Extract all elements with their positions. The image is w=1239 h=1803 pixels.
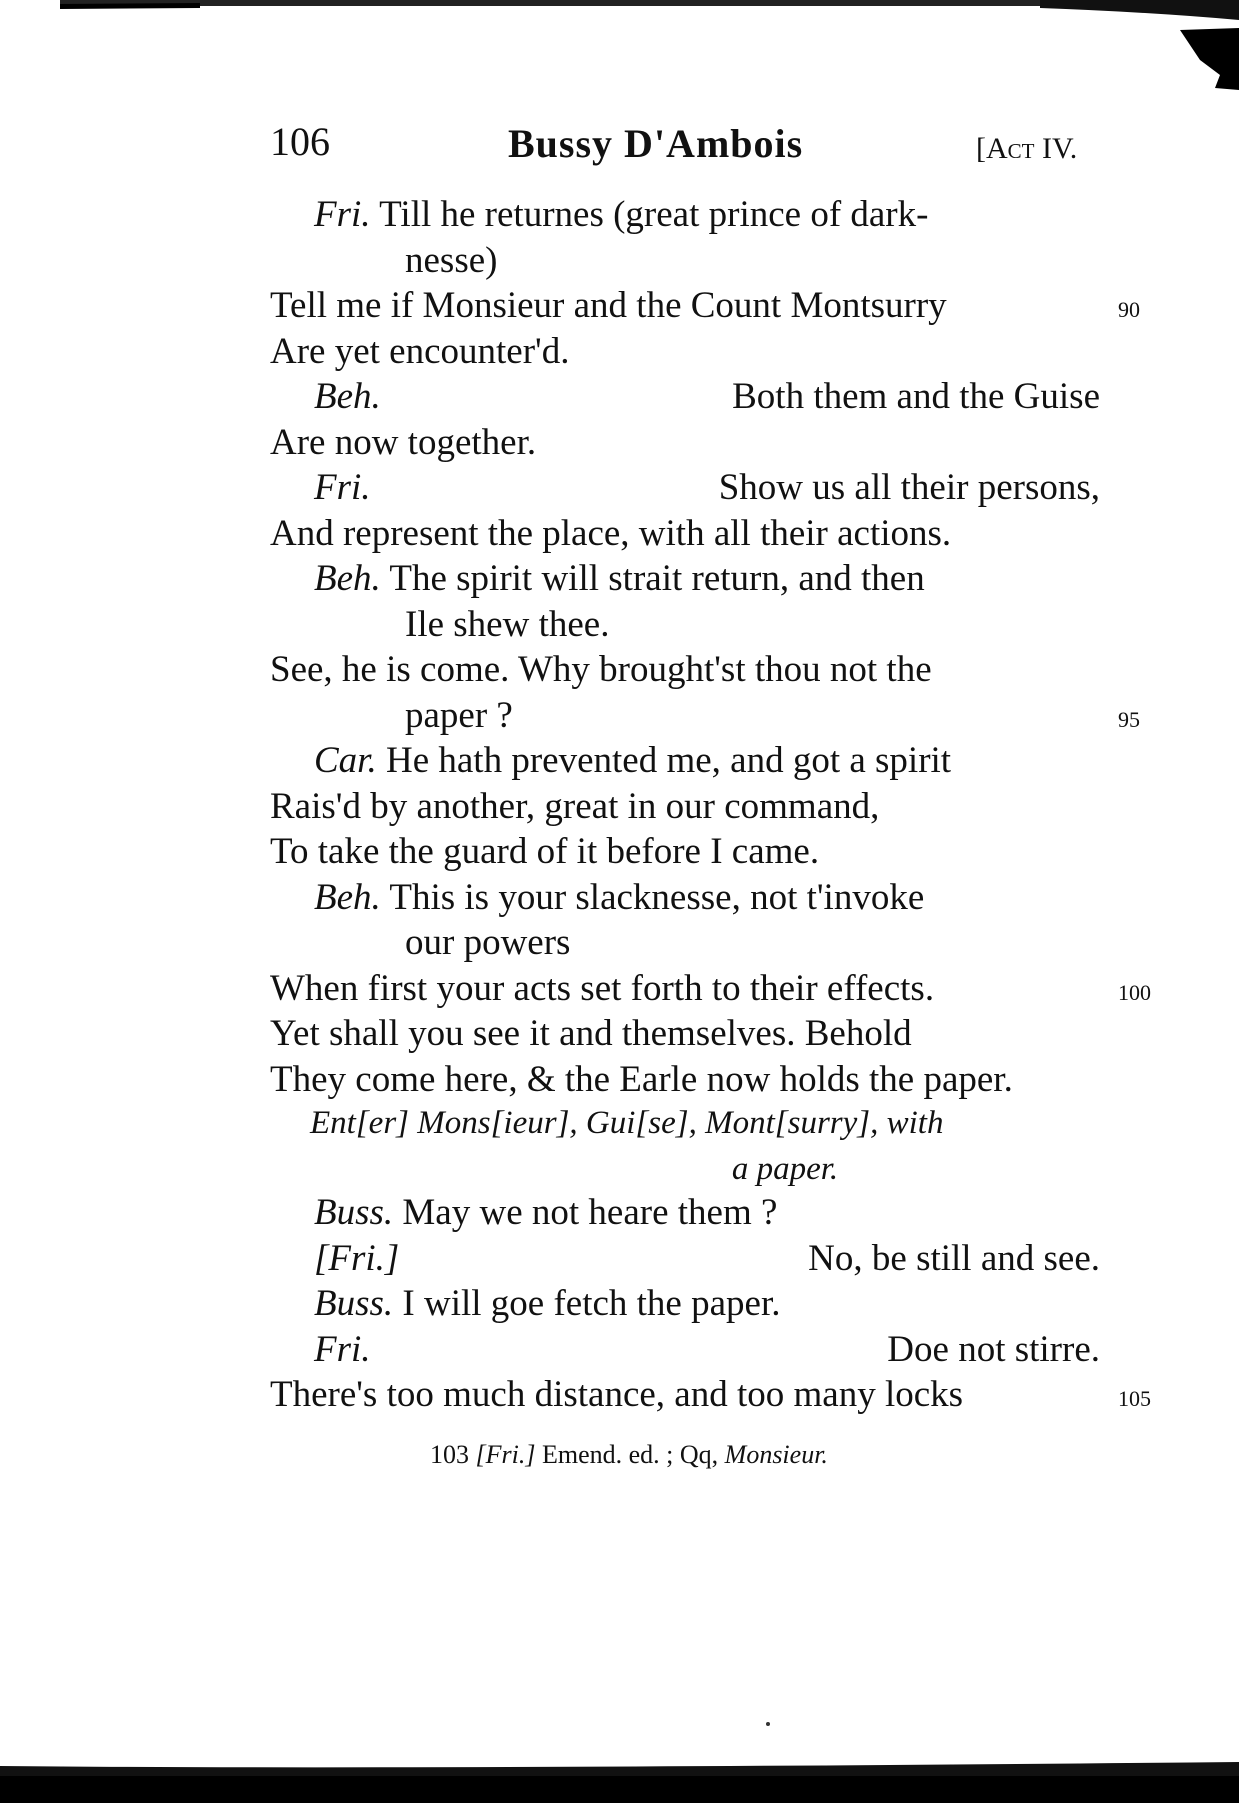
line-text-right: Show us all their persons,	[718, 467, 1100, 508]
verse-block-2	[270, 1190, 1151, 1418]
verse-line	[270, 465, 1100, 511]
line-text: our powers	[405, 922, 571, 963]
line-text: The spirit will strait return, and then	[389, 558, 925, 599]
verse-line	[270, 875, 1100, 921]
verse-line	[270, 784, 1100, 830]
speaker-name: Buss.	[314, 1283, 394, 1324]
verse-line	[270, 829, 1100, 875]
verse-line	[270, 693, 1140, 739]
verse-line	[270, 1011, 1100, 1057]
verse-line	[270, 647, 1100, 693]
footnote-reading: Monsieur.	[724, 1440, 828, 1469]
footnote-text: Emend. ed. ; Qq,	[541, 1440, 719, 1469]
verse-line	[270, 329, 1100, 375]
line-text: Yet shall you see it and themselves. Behold	[270, 1013, 912, 1054]
footnote-ref: [Fri.]	[475, 1440, 536, 1469]
verse-line	[270, 374, 1100, 420]
speaker-name: Beh.	[314, 376, 381, 417]
verse-line	[270, 602, 1100, 648]
speaker-name: Fri.	[314, 194, 371, 235]
speaker-name: Car.	[314, 740, 377, 781]
verse-line	[270, 420, 1100, 466]
verse-line	[270, 920, 1100, 966]
line-text: Tell me if Monsieur and the Count Montsurry	[270, 285, 947, 326]
speaker-name: Fri.	[314, 467, 371, 508]
line-text-right: No, be still and see.	[808, 1237, 1100, 1279]
verse-line	[270, 283, 1140, 329]
verse-line	[270, 238, 1100, 284]
line-number: 105	[1118, 1386, 1151, 1411]
page-header	[270, 118, 1100, 178]
line-text-right: Both them and the Guise	[732, 376, 1100, 417]
line-text: He hath prevented me, and got a spirit	[385, 740, 952, 781]
scan-edge-bottom	[0, 1700, 1239, 1803]
verse-line	[270, 511, 1100, 557]
line-number: 90	[1118, 297, 1140, 322]
verse-line	[270, 1281, 1100, 1327]
stage-direction-line-1: Ent[er] Mons[ieur], Gui[se], Mont[surry], with	[310, 1105, 944, 1141]
verse-line	[270, 738, 1100, 784]
line-text: nesse)	[405, 239, 498, 281]
speaker-name: Beh.	[314, 876, 381, 918]
verse-line	[270, 1372, 1151, 1418]
line-text: Ile shew thee.	[405, 603, 610, 645]
verse-line	[270, 1190, 1100, 1236]
act-label: [Act IV.	[976, 132, 1078, 165]
line-text: And represent the place, with all their actions.	[270, 512, 952, 554]
page-number: 106	[270, 119, 330, 164]
line-text: May we not heare them ?	[402, 1192, 778, 1233]
verse-line	[270, 1236, 1100, 1282]
line-text: Till he returnes (great prince of dark-	[379, 194, 929, 235]
line-text: To take the guard of it before I came.	[270, 831, 820, 872]
line-text: paper ?	[405, 694, 513, 736]
scan-edge-top	[0, 0, 1239, 110]
line-text: They come here, & the Earle now holds the paper.	[270, 1058, 1013, 1100]
line-text: Rais'd by another, great in our command,	[270, 785, 880, 827]
verse-block-1	[270, 192, 1151, 1102]
verse-line	[270, 966, 1151, 1012]
speaker-name: Fri.	[314, 1328, 371, 1370]
stage-direction-line-2: a paper.	[731, 1151, 839, 1187]
verse-line	[270, 1327, 1100, 1373]
line-text: Are now together.	[270, 421, 537, 463]
line-text: There's too much distance, and too many locks	[270, 1374, 964, 1415]
line-text: See, he is come. Why brought'st thou not the	[270, 649, 932, 690]
line-number: 95	[1118, 706, 1140, 732]
speaker-name: [Fri.]	[314, 1237, 400, 1279]
line-text: Are yet encounter'd.	[270, 330, 570, 372]
line-text: I will goe fetch the paper.	[402, 1283, 781, 1324]
footnote	[430, 1440, 828, 1470]
running-title: Bussy D'Ambois	[508, 121, 804, 166]
verse-line	[270, 1057, 1100, 1103]
verse-line	[270, 556, 1100, 602]
line-text: When first your acts set forth to their effects.	[270, 967, 935, 1009]
line-number: 100	[1118, 979, 1151, 1005]
line-text-right: Doe not stirre.	[887, 1328, 1100, 1370]
line-text: This is your slacknesse, not t'invoke	[389, 876, 925, 918]
footnote-number: 103	[430, 1440, 469, 1469]
speaker-name: Beh.	[314, 558, 381, 599]
speaker-name: Buss.	[314, 1192, 394, 1233]
verse-line	[270, 192, 1100, 238]
play-text	[270, 192, 1151, 1418]
